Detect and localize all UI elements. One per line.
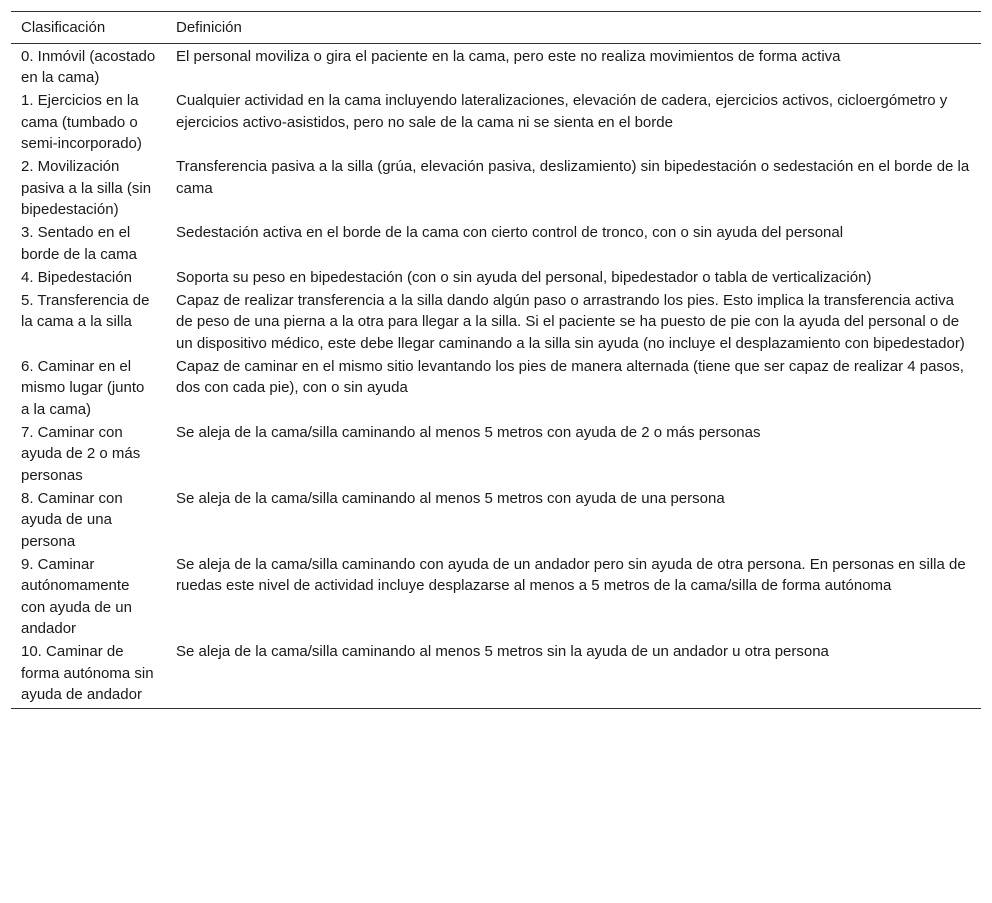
cell-definicion: Se aleja de la cama/silla caminando al menos 5 metros sin la ayuda de un andador u otra persona [166,640,981,709]
cell-clasificacion: 10. Caminar de forma autónoma sin ayuda de andador [11,640,166,709]
header-row [11,12,981,44]
cell-clasificacion: 8. Caminar con ayuda de una persona [21,489,123,550]
cell-definicion: Sedestación activa en el borde de la cama con cierto control de tronco, con o sin ayuda del personal [176,224,844,241]
cell-definicion: Capaz de caminar en el mismo sitio levantando los pies de manera alternada (tiene que ser capaz de realizar 4 pasos, dos con cada pie), con o sin ayuda [176,357,964,396]
cell-clasificacion: 6. Caminar en el mismo lugar (junto a la cama) [21,357,145,418]
cell-definicion: Se aleja de la cama/silla caminando al menos 5 metros con ayuda de 2 o más personas [176,423,761,441]
cell-clasificacion: 1. Ejercicios en la cama (tumbado o semi-incorporado) [21,92,142,152]
cell-clasificacion: 3. Sentado en el borde de la cama [21,224,137,263]
cell-clasificacion: 0. Inmóvil (acostado en la cama) [21,47,156,86]
table-row [11,155,981,221]
table-row [11,288,981,354]
table-row [11,44,981,89]
mobility-scale-table [11,11,981,709]
cell-clasificacion: 7. Caminar con ayuda de 2 o más personas [21,423,141,484]
cell-definicion: Se aleja de la cama/silla caminando con ayuda de un andador pero sin ayuda de otra persona. En personas en silla de ruedas este nivel de actividad incluye desplazarse al menos a 5 metros de la cama/silla de forma autónoma [176,555,966,594]
table-row [11,552,981,640]
cell-clasificacion: 9. Caminar autónomamente con ayuda de un andador [21,555,132,637]
table-row [11,420,981,486]
table-row [11,89,981,155]
mobility-scale-table-container [11,11,981,709]
table-row [11,265,981,288]
cell-clasificacion: 2. Movilización pasiva a la silla (sin bipedestación) [21,158,152,218]
table-body [11,44,981,709]
table-row [11,221,981,266]
header-definicion: Definición [166,12,981,44]
header-clasificacion: Clasificación [11,12,166,44]
table-row [11,354,981,420]
cell-definicion: Se aleja de la cama/silla caminando al menos 5 metros con ayuda de una persona [176,489,725,507]
table-header [11,12,981,44]
table-row [11,640,981,709]
cell-clasificacion: 5. Transferencia de la cama a la silla [21,291,150,330]
cell-clasificacion: 4. Bipedestación [21,268,132,286]
cell-definicion: Capaz de realizar transferencia a la silla dando algún paso o arrastrando los pies. Esto implica la transferencia activa de peso de una pierna a la otra para llegar a la silla. Si el paciente se ha puesto de pie con la ayuda del personal o de un dispositivo médico, este debe llegar caminando a la silla sin ayuda (no incluye el desplazamiento con bipedestador) [176,291,965,352]
cell-definicion: El personal moviliza o gira el paciente en la cama, pero este no realiza movimientos de forma activa [176,47,841,65]
cell-definicion: Soporta su peso en bipedestación (con o sin ayuda del personal, bipedestador o tabla de verticalización) [176,268,872,286]
cell-definicion: Transferencia pasiva a la silla (grúa, elevación pasiva, deslizamiento) sin bipedestación o sedestación en el borde de la cama [176,158,970,197]
cell-definicion: Cualquier actividad en la cama incluyendo lateralizaciones, elevación de cadera, ejercicios activos, cicloergómetro y ejercicios activo-asistidos, pero no sale de la cama ni se sienta en el borde [176,92,948,131]
table-row [11,486,981,552]
